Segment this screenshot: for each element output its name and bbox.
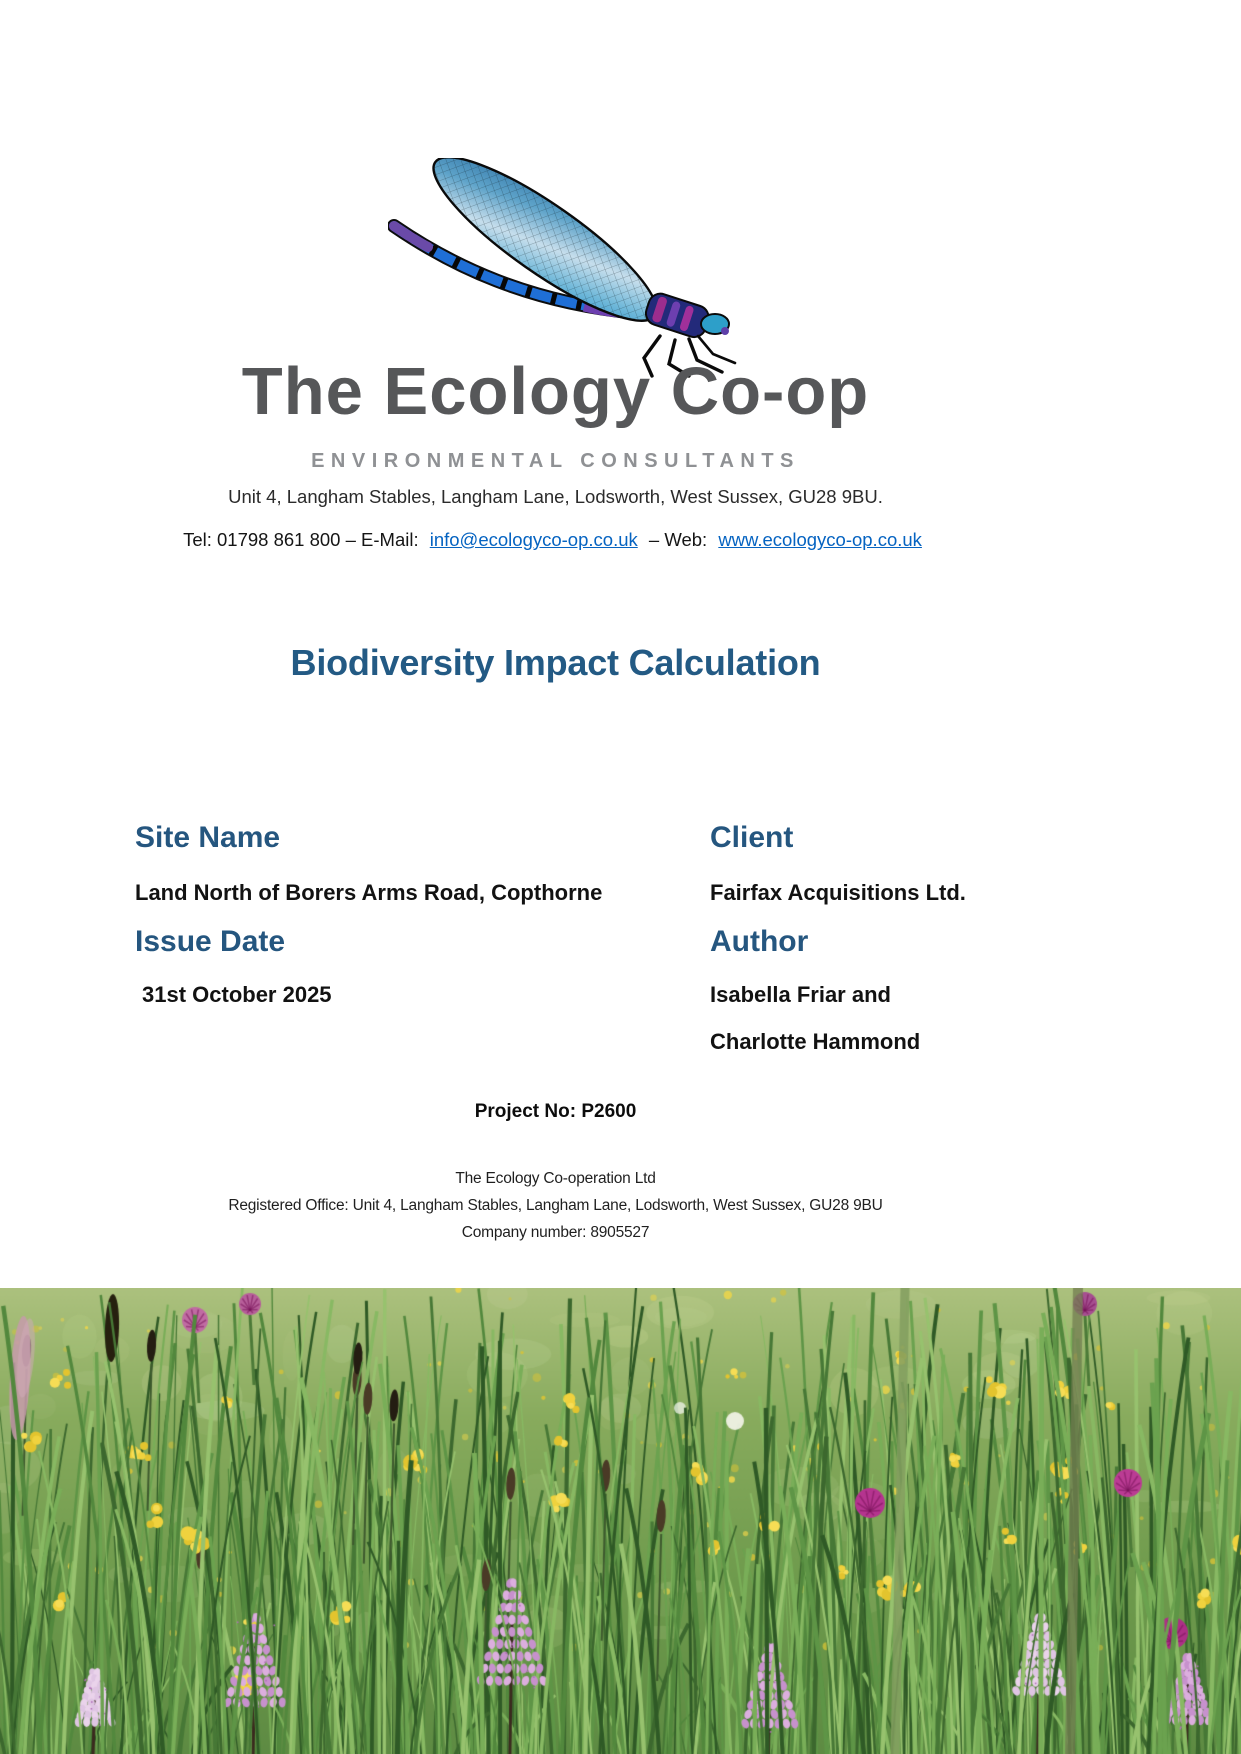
author-label: Author (710, 925, 809, 958)
website-link[interactable]: www.ecologyco-op.co.uk (718, 529, 922, 550)
contact-line (0, 527, 1111, 552)
page-footer (0, 1165, 1111, 1246)
footer-company: The Ecology Co-operation Ltd (455, 1170, 656, 1187)
site-name-label: Site Name (135, 821, 281, 854)
client-label: Client (710, 821, 794, 854)
project-number: Project No: P2600 (474, 1101, 637, 1122)
client-value: Fairfax Acquisitions Ltd. (710, 880, 966, 905)
company-tagline: ENVIRONMENTAL CONSULTANTS (311, 450, 800, 472)
company-address: Unit 4, Langham Stables, Langham Lane, Lodsworth, West Sussex, GU28 9BU. (228, 486, 883, 507)
issue-date-value: 31st October 2025 (142, 982, 332, 1007)
company-name: The Ecology Co-op (241, 354, 870, 429)
site-name-value: Land North of Borers Arms Road, Copthorne (135, 880, 603, 905)
web-label: – Web: (648, 529, 708, 550)
document-title: Biodiversity Impact Calculation (290, 642, 821, 683)
footer-registered-office: Registered Office: Unit 4, Langham Stables, Langham Lane, Lodsworth, West Sussex, GU28 9BU (228, 1197, 883, 1214)
phone-number: Tel: 01798 861 800 – E-Mail: (183, 529, 419, 550)
footer-company-number: Company number: 8905527 (461, 1224, 650, 1241)
author-value-line2: Charlotte Hammond (710, 1029, 921, 1054)
issue-date-label: Issue Date (135, 925, 286, 958)
meadow-photo (0, 1288, 1241, 1754)
email-link[interactable]: info@ecologyco-op.co.uk (429, 529, 638, 550)
author-value-line1: Isabella Friar and (710, 982, 891, 1007)
